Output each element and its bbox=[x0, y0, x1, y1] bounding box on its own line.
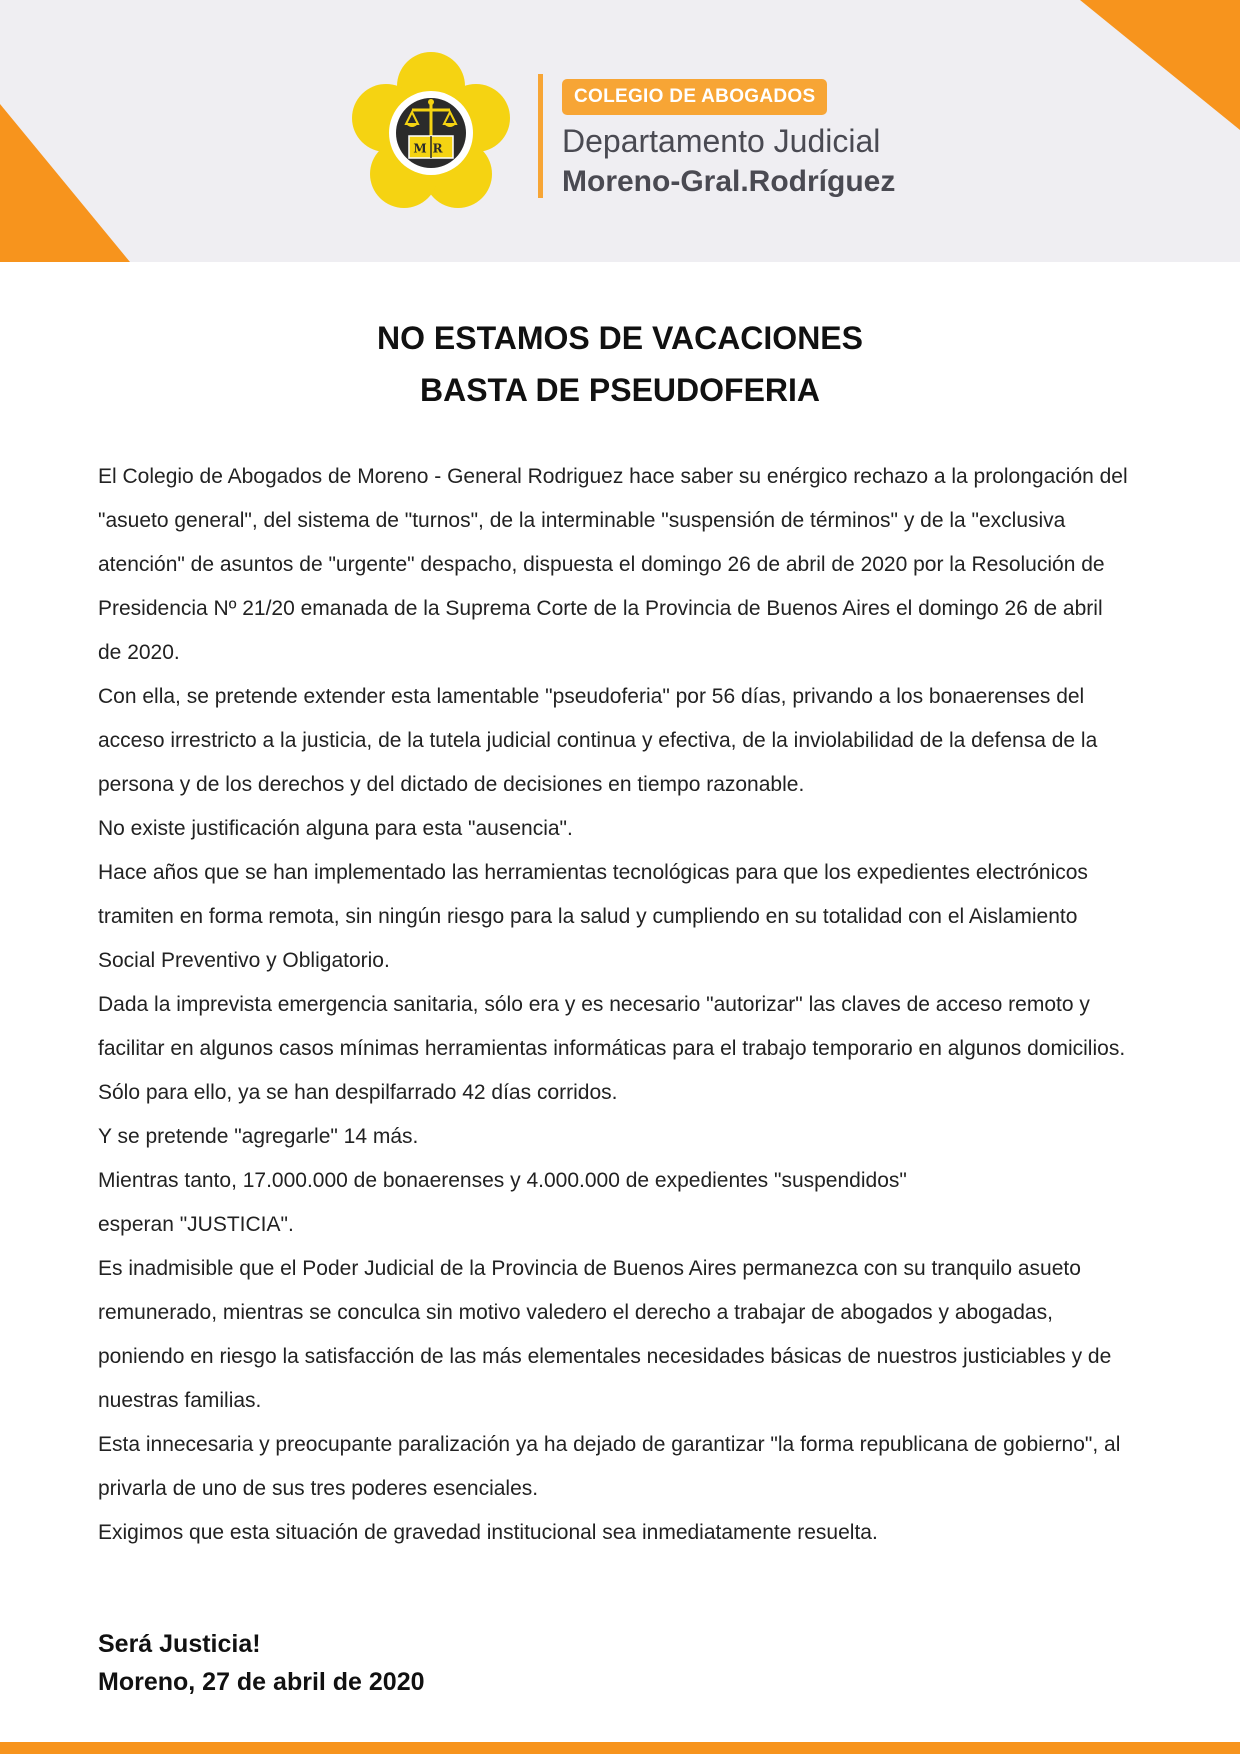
footer-bar bbox=[0, 1742, 1240, 1754]
paragraph: Esta innecesaria y preocupante paralización ya ha dejado de garantizar "la forma republicana de gobierno", al privarla de uno de sus tres poderes esenciales. bbox=[98, 1433, 1121, 1500]
paragraph: Es inadmisible que el Poder Judicial de la Provincia de Buenos Aires permanezca con su tranquilo asueto remunerado, mientras se conculca sin motivo valedero el derecho a trabajar de abogados y abogadas, poniendo en riesgo la satisfacción de las más elementales necesidades básicas de nuestros justiciables y de nuestras familias. bbox=[98, 1257, 1112, 1412]
document-title bbox=[0, 312, 1240, 416]
brand-divider bbox=[538, 74, 543, 198]
paragraph: No existe justificación alguna para esta "ausencia". bbox=[98, 817, 573, 840]
department-city: Moreno-Gral.Rodríguez bbox=[562, 165, 896, 198]
college-logo bbox=[350, 52, 512, 214]
closing-date: Moreno, 27 de abril de 2020 bbox=[98, 1668, 425, 1696]
corner-triangle-left bbox=[0, 104, 130, 262]
corner-triangle-right bbox=[1080, 0, 1240, 130]
paragraph: El Colegio de Abogados de Moreno - General Rodriguez hace saber su enérgico rechazo a la prolongación del "asueto general", del sistema de "turnos", de la interminable "suspensión de términos" y de la "exclusiva atención" de asuntos de "urgente" despacho, dispuesta el domingo 26 de abril de 2020 por la Resolución de Presidencia Nº 21/20 emanada de la Suprema Corte de la Provincia de Buenos Aires el domingo 26 de abril de 2020. bbox=[98, 465, 1128, 664]
paragraph: Dada la imprevista emergencia sanitaria, sólo era y es necesario "autorizar" las claves de acceso remoto y facilitar en algunos casos mínimas herramientas informáticas para el trabajo temporario en algunos domicilios. bbox=[98, 993, 1126, 1060]
paragraph: Hace años que se han implementado las herramientas tecnológicas para que los expedientes electrónicos tramiten en forma remota, sin ningún riesgo para la salud y cumpliendo en su totalidad con el Aislamiento Social Preventivo y Obligatorio. bbox=[98, 861, 1088, 972]
paragraph: Sólo para ello, ya se han despilfarrado 42 días corridos. bbox=[98, 1081, 618, 1104]
logo-initials: MR bbox=[413, 141, 449, 156]
document-body bbox=[98, 455, 1128, 1555]
paragraph: esperan "JUSTICIA". bbox=[98, 1213, 294, 1236]
college-badge: COLEGIO DE ABOGADOS bbox=[562, 79, 827, 115]
closing-motto: Será Justicia! bbox=[98, 1630, 261, 1658]
title-line-2: BASTA DE PSEUDOFERIA bbox=[419, 372, 821, 408]
paragraph: Exigimos que esta situación de gravedad institucional sea inmediatamente resuelta. bbox=[98, 1521, 878, 1544]
paragraph: Mientras tanto, 17.000.000 de bonaerenses y 4.000.000 de expedientes "suspendidos" bbox=[98, 1169, 907, 1192]
department-name: Departamento Judicial bbox=[562, 123, 881, 159]
paragraph: Con ella, se pretende extender esta lamentable "pseudoferia" por 56 días, privando a los bonaerenses del acceso irrestricto a la justicia, de la tutela judicial continua y efectiva, de la inviolabilidad de la defensa de la persona y de los derechos y del dictado de decisiones en tiempo razonable. bbox=[98, 685, 1098, 796]
letterhead bbox=[0, 0, 1240, 262]
closing-signature bbox=[98, 1625, 425, 1701]
paragraph: Y se pretende "agregarle" 14 más. bbox=[98, 1125, 419, 1148]
title-line-1: NO ESTAMOS DE VACACIONES bbox=[377, 320, 863, 356]
